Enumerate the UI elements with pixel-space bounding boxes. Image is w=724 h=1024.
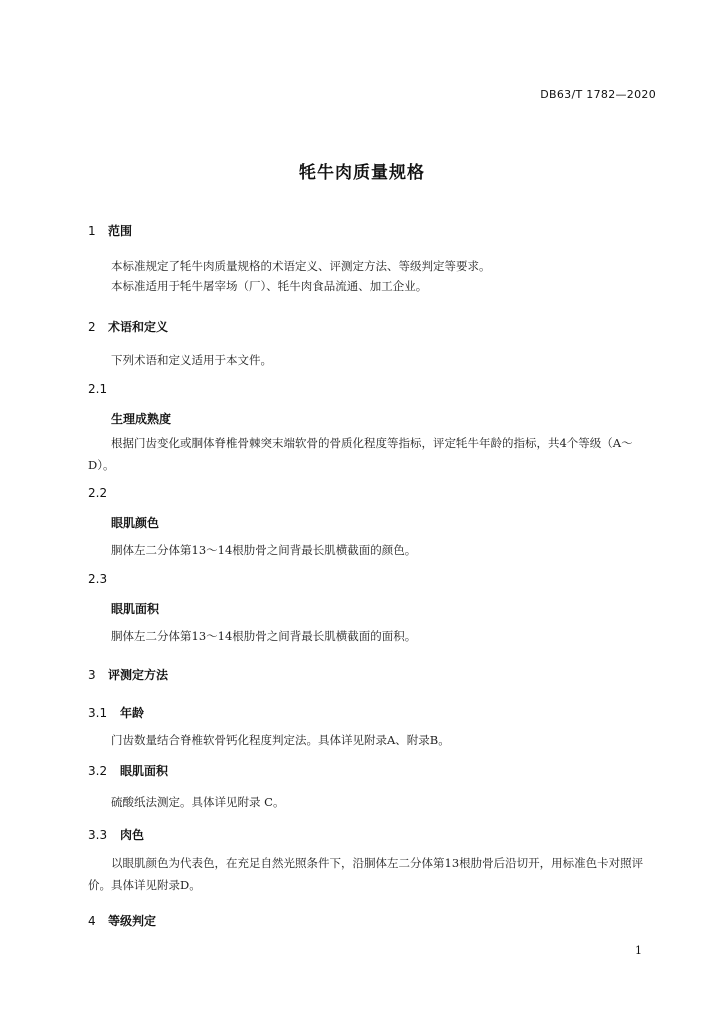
- clause-3-3-text: 以眼肌颜色为代表色，在充足自然光照条件下，沿胴体左二分体第13根肋骨后沿切开，用标准色卡对照评价。具体详见附录D。: [88, 856, 644, 892]
- clause-2-1-definition: 根据门齿变化或胴体脊椎骨棘突末端软骨的骨质化程度等指标，评定牦牛年龄的指标，共4个等级（A～D）。: [88, 436, 633, 472]
- clause-3-2-title: 眼肌面积: [120, 764, 169, 778]
- section-1-paragraph-1: 本标准规定了牦牛肉质量规格的术语定义、评测定方法、等级判定等要求。: [111, 259, 491, 273]
- clause-3-1-title: 年龄: [120, 706, 145, 720]
- clause-2-1-term: 生理成熟度: [111, 412, 172, 426]
- clause-2-3-definition: 胴体左二分体第13～14根肋骨之间背最长肌横截面的面积。: [111, 629, 417, 643]
- clause-3-3-title: 肉色: [120, 828, 145, 842]
- section-4-number: 4: [88, 914, 96, 928]
- clause-2-3-number: 2.3: [88, 572, 108, 586]
- section-1-title: 范围: [108, 224, 133, 238]
- clause-3-2-heading: [88, 762, 168, 779]
- section-3-heading: [88, 666, 168, 683]
- clause-2-2-definition: 胴体左二分体第13～14根肋骨之间背最长肌横截面的颜色。: [111, 543, 417, 557]
- clause-2-2-number: 2.2: [88, 486, 108, 500]
- clause-3-2-text: 硫酸纸法测定。具体详见附录 C。: [111, 795, 285, 809]
- document-title: 牦牛肉质量规格: [299, 163, 425, 183]
- section-2-title: 术语和定义: [108, 320, 169, 334]
- section-1-paragraph-2: 本标准适用于牦牛屠宰场（厂）、牦牛肉食品流通、加工企业。: [111, 279, 428, 293]
- section-1-heading: [88, 222, 132, 239]
- page-number: 1: [635, 944, 642, 957]
- section-4-title: 等级判定: [108, 914, 157, 928]
- clause-2-3-term: 眼肌面积: [111, 602, 160, 616]
- clause-3-1-text: 门齿数量结合脊椎软骨钙化程度判定法。具体详见附录A、附录B。: [111, 733, 450, 747]
- section-2-intro: 下列术语和定义适用于本文件。: [111, 353, 272, 367]
- section-3-title: 评测定方法: [108, 668, 169, 682]
- clause-2-1-number: 2.1: [88, 382, 108, 396]
- section-2-heading: [88, 318, 168, 335]
- section-1-number: 1: [88, 224, 96, 238]
- section-3-number: 3: [88, 668, 96, 682]
- clause-3-2-number: 3.2: [88, 764, 108, 778]
- clause-3-1-number: 3.1: [88, 706, 108, 720]
- section-2-number: 2: [88, 320, 96, 334]
- clause-2-2-term: 眼肌颜色: [111, 516, 160, 530]
- section-4-heading: [88, 912, 156, 929]
- clause-3-3-heading: [88, 826, 144, 843]
- clause-3-3-number: 3.3: [88, 828, 108, 842]
- standard-code: DB63/T 1782—2020: [540, 88, 656, 101]
- clause-3-1-heading: [88, 704, 144, 721]
